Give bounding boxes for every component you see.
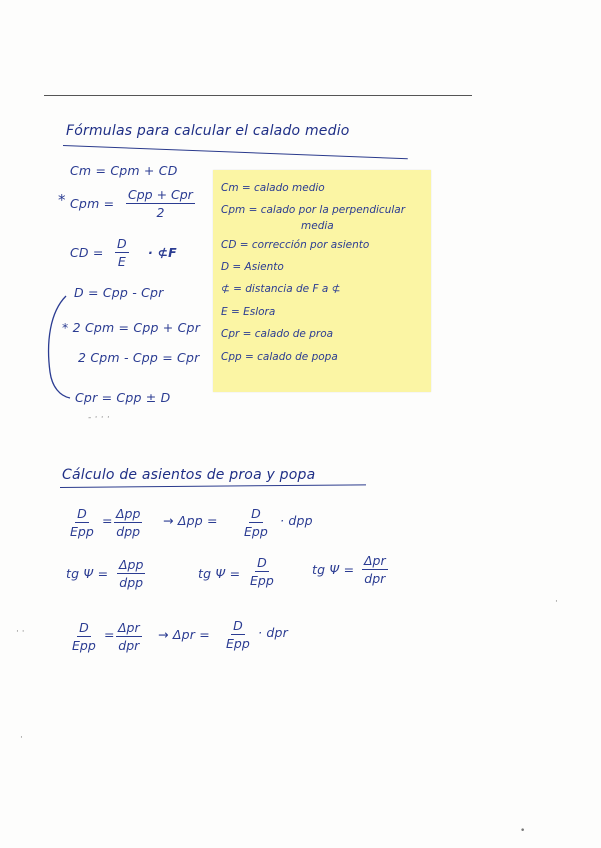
r1-frac-b xyxy=(114,506,142,539)
section2-title: Cálculo de asientos de proa y popa xyxy=(62,467,316,483)
r2-frac-c-den: dpr xyxy=(364,571,386,586)
r2-frac-a-den: dpp xyxy=(119,575,144,590)
r2-frac-b-den: Epp xyxy=(250,573,274,588)
r2-frac-b-num: D xyxy=(257,555,267,570)
formula-step3: Cpr = Cpp ± D xyxy=(75,390,171,405)
r3-arrow: → Δpr = xyxy=(158,627,210,642)
legend-line-4: CD = corrección por asiento xyxy=(221,239,370,251)
r3-tail: · dpr xyxy=(258,625,288,640)
scan-speck-3: • xyxy=(520,826,526,836)
legend-sticky-note xyxy=(213,170,431,392)
r1-arrow: → Δpp = xyxy=(163,513,218,528)
cd-numerator: D xyxy=(117,236,127,251)
r3-equals: = xyxy=(104,627,115,642)
scan-speck-1: · · xyxy=(16,627,25,637)
scan-speck-4: · xyxy=(555,597,558,607)
formula-step2: 2 Cpm - Cpp = Cpr xyxy=(78,350,200,365)
derivation-bracket xyxy=(40,292,80,412)
r1-frac-c-num: D xyxy=(251,506,261,521)
r2-frac-a xyxy=(117,557,145,590)
r1-frac-c-den: Epp xyxy=(244,524,268,539)
r3-frac-a-num: D xyxy=(79,620,89,635)
r2-frac-c xyxy=(362,553,388,586)
r3-frac-b-den: dpr xyxy=(118,638,140,653)
legend-line-1: Cm = calado medio xyxy=(221,182,325,194)
cd-denominator: E xyxy=(117,254,126,269)
scan-speck-2: · xyxy=(20,733,23,743)
legend-line-3: media xyxy=(301,220,334,232)
r1-frac-b-den: dpp xyxy=(116,524,141,539)
r1-frac-c xyxy=(244,506,268,539)
r2-lhs2: tg Ψ = xyxy=(198,566,241,581)
r3-frac-a-den: Epp xyxy=(72,638,96,653)
r3-frac-b xyxy=(116,620,142,653)
section2-title-underline xyxy=(60,484,366,488)
legend-line-2: Cpm = calado por la perpendicular xyxy=(221,204,406,216)
r2-frac-a-num: Δpp xyxy=(119,557,144,572)
formula-step1: * 2 Cpm = Cpp + Cpr xyxy=(62,320,201,335)
section1-title-underline xyxy=(63,145,408,159)
r2-frac-b xyxy=(250,555,274,588)
r1-frac-a xyxy=(70,506,94,539)
cpm-denominator: 2 xyxy=(156,205,165,220)
r3-frac-c-num: D xyxy=(233,618,243,633)
r3-frac-b-num: Δpr xyxy=(118,620,140,635)
r1-frac-a-den: Epp xyxy=(70,524,94,539)
r1-frac-a-num: D xyxy=(77,506,87,521)
page-top-rule xyxy=(44,95,472,96)
r2-frac-c-num: Δpr xyxy=(364,553,386,568)
r3-frac-c-den: Epp xyxy=(226,636,250,651)
formula-d: D = Cpp - Cpr xyxy=(74,285,164,300)
formula-cm: Cm = Cpm + CD xyxy=(70,163,178,178)
legend-line-7: E = Eslora xyxy=(221,306,276,318)
legend-line-6: ⊄ = distancia de F a ⊄ xyxy=(221,283,341,295)
legend-line-5: D = Asiento xyxy=(221,261,284,273)
section1-title: Fórmulas para calcular el calado medio xyxy=(66,123,350,139)
r3-frac-c xyxy=(226,618,250,651)
r2-lhs1: tg Ψ = xyxy=(66,566,109,581)
formula-cd-rhs: · ⊄F xyxy=(148,245,177,260)
r1-equals: = xyxy=(102,513,113,528)
r2-lhs3: tg Ψ = xyxy=(312,562,355,577)
cpm-numerator: Cpp + Cpr xyxy=(128,187,193,202)
r1-tail: · dpp xyxy=(280,513,313,528)
formula-cd-fraction xyxy=(115,236,129,269)
stray-marks-1: - · · · xyxy=(88,413,110,423)
formula-cpm-lhs: Cpm = xyxy=(70,196,115,211)
formula-cpm-fraction xyxy=(126,187,195,220)
formula-cd-lhs: CD = xyxy=(70,245,104,260)
r1-frac-b-num: Δpp xyxy=(116,506,141,521)
legend-line-9: Cpp = calado de popa xyxy=(221,351,338,363)
legend-line-8: Cpr = calado de proa xyxy=(221,328,334,340)
r3-frac-a xyxy=(72,620,96,653)
star-mark-1: * xyxy=(58,191,66,209)
